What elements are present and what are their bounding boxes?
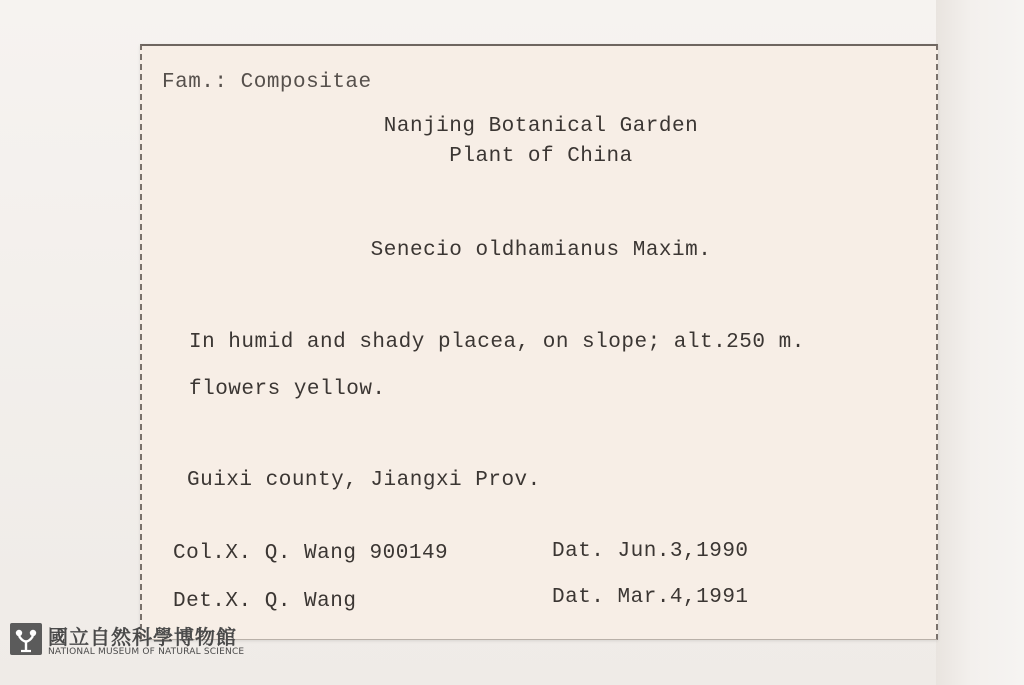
mount-edge	[936, 0, 1024, 685]
museum-name-english: NATIONAL MUSEUM OF NATURAL SCIENCE	[48, 647, 245, 657]
family-name: Fam.: Compositae	[162, 71, 372, 94]
museum-watermark	[8, 621, 278, 661]
species-name: Senecio oldhamianus Maxim.	[370, 239, 712, 262]
habitat-line-1: In humid and shady placea, on slope; alt.250 m.	[189, 331, 805, 354]
determiner: Det.X. Q. Wang	[173, 590, 357, 613]
collection-title: Plant of China	[449, 145, 633, 168]
specimen-label	[140, 44, 938, 640]
institution-name: Nanjing Botanical Garden	[383, 115, 699, 138]
habitat-line-2: flowers yellow.	[189, 378, 386, 401]
museum-name-chinese: 國立自然科學博物館	[48, 625, 237, 649]
determination-date: Dat. Mar.4,1991	[552, 586, 749, 609]
collection-date: Dat. Jun.3,1990	[552, 540, 749, 563]
locality: Guixi county, Jiangxi Prov.	[187, 469, 541, 492]
museum-logo-icon	[10, 623, 42, 655]
collector: Col.X. Q. Wang 900149	[173, 542, 449, 565]
